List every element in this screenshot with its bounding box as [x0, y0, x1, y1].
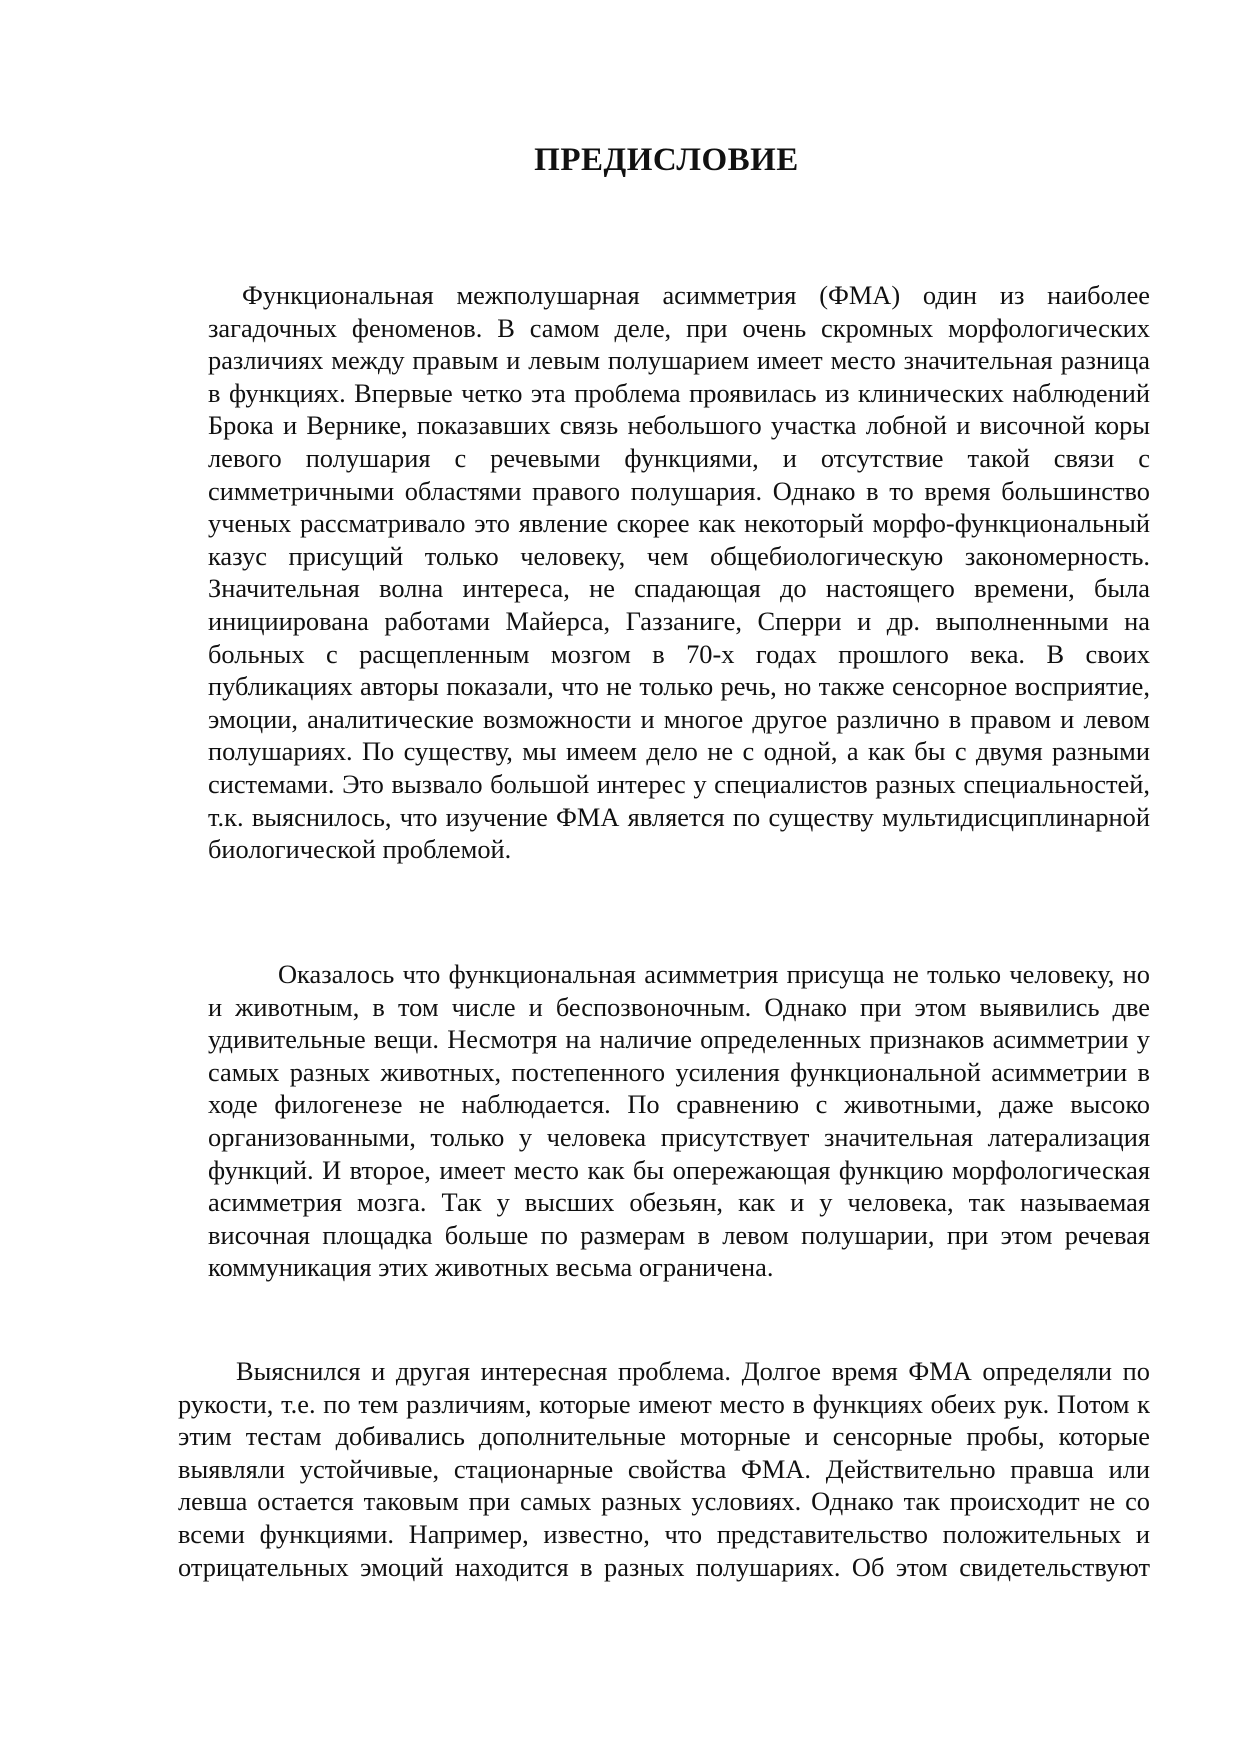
- paragraph-2: Оказалось что функциональная асимметрия присуща не только человеку, но и животным, в том числе и беспозвоночным. Однако при этом выявились две удивительные вещи. Несмотря на наличие определенных признаков асимметрии у самых разных животных, постепенного усиления функциональной асимметрии в ходе филогенезе не наблюдается. По сравнению с животными, даже высоко организованными, только у человека присутствует значительная латерализация функций. И второе, имеет место как бы опережающая функцию морфологическая асимметрия мозга. Так у высших обезьян, как и у человека, так называемая височная площадка больше по размерам в левом полушарии, при этом речевая коммуникация этих животных весьма ограничена.: [208, 959, 1150, 1283]
- paragraph-3: Выяснился и другая интересная проблема. Долгое время ФМА определяли по рукости, т.е. по тем различиям, которые имеют место в функциях обеих рук. Потом к этим тестам добивались дополнительные моторные и сенсорные пробы, которые выявляли устойчивые, стационарные свойства ФМА. Действительно правша или левша остается таковым при самых разных условиях. Однако так происходит не со всеми функциями. Например, известно, что представительство положительных и отрицательных эмоций находится в разных полушариях. Об этом свидетельствуют: [178, 1356, 1150, 1582]
- paragraph-1: Функциональная межполушарная асимметрия (ФМА) один из наиболее загадочных феноменов. В самом деле, при очень скромных морфологических различиях между правым и левым полушарием имеет место значительная разница в функциях. Впервые четко эта проблема проявилась из клинических наблюдений Брока и Вернике, показавших связь небольшого участка лобной и височной коры левого полушария с речевыми функциями, и отсутствие такой связи с симметричными областями правого полушария. Однако в то время большинство ученых рассматривало это явление скорее как некоторый морфо-функциональный казус присущий только человеку, чем общебиологическую закономерность. Значительная волна интереса, не спадающая до настоящего времени, была инициирована работами Майерса, Газзаниге, Сперри и др. выполненными на больных с расщепленным мозгом в 70-х годах прошлого века. В своих публикациях авторы показали, что не только речь, но также сенсорное восприятие, эмоции, аналитические возможности и многое другое различно в правом и левом полушариях. По существу, мы имеем дело не с одной, а как бы с двумя разными системами. Это вызвало большой интерес у специалистов разных специальностей, т.к. выяснилось, что изучение ФМА является по существу мультидисциплинарной биологической проблемой.: [208, 280, 1150, 865]
- page-title: ПРЕДИСЛОВИЕ: [534, 142, 799, 178]
